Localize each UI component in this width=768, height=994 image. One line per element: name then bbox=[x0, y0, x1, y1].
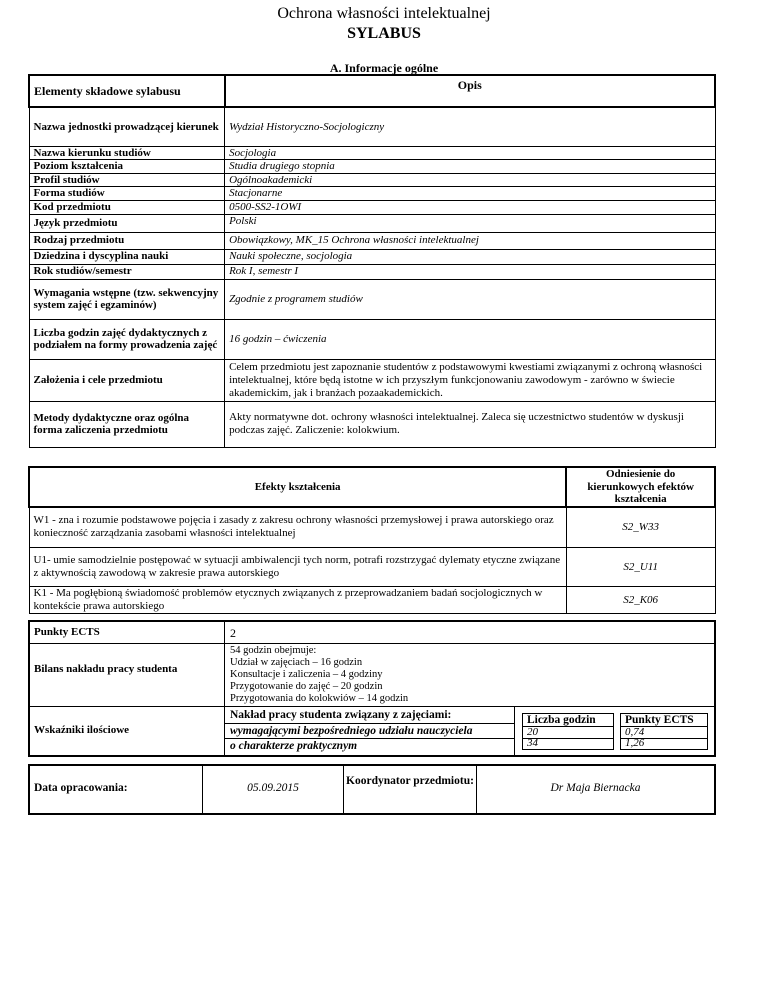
coordinator-label: Koordynator przedmiotu: bbox=[346, 775, 474, 787]
workload-row1: wymagającymi bezpośredniego udziału nauczyciela bbox=[230, 725, 473, 737]
info-value: Nauki społeczne, socjologia bbox=[225, 249, 715, 264]
effect-text: K1 - Ma pogłębioną świadomość problemów etycznych związanych z przeprowadzaniem badań socjologicznych w kontekście prawa autorskiego bbox=[29, 587, 566, 614]
info-label: Nazwa kierunku studiów bbox=[29, 146, 225, 160]
effect-ref: S2_W33 bbox=[566, 507, 715, 548]
ects-value: 1,26 bbox=[625, 737, 645, 749]
info-label: Profil studiów bbox=[29, 173, 225, 187]
effects-col-right: Odniesienie do kierunkowych efektów kształcenia bbox=[566, 467, 715, 507]
info-table bbox=[28, 74, 716, 448]
balance-line: Udział w zajęciach – 16 godzin bbox=[230, 657, 363, 668]
coordinator-value: Dr Maja Biernacka bbox=[550, 782, 641, 794]
effects-col-left: Efekty kształcenia bbox=[29, 467, 566, 507]
info-value: Zgodnie z programem studiów bbox=[225, 279, 715, 319]
info-value: 16 godzin – ćwiczenia bbox=[225, 319, 715, 359]
info-label: Rok studiów/semestr bbox=[29, 264, 225, 279]
balance-label: Bilans nakładu pracy studenta bbox=[34, 663, 178, 675]
workload-cell bbox=[225, 707, 514, 755]
info-value: Polski bbox=[225, 214, 715, 232]
ects-header: Punkty ECTS bbox=[625, 714, 694, 726]
info-value: Celem przedmiotu jest zapoznanie studentów z podstawowymi kwestiami związanymi z ochroną własności intelektualnej, które będą istotne w ich przyszłym funkcjonowaniu zawodowym - zarówno w świecie akademickim, jak i branżach pozaakademickich. bbox=[225, 359, 715, 401]
info-label: Liczba godzin zajęć dydaktycznych z podziałem na formy prowadzenia zajęć bbox=[29, 319, 225, 359]
effect-text: W1 - zna i rozumie podstawowe pojęcia i zasady z zakresu ochrony własności przemysłowej i prawa autorskiego oraz konieczność zarządzania zasobami własności intelektualnej bbox=[29, 507, 566, 548]
hours-value: 20 bbox=[527, 726, 538, 738]
ects-value: 0,74 bbox=[625, 726, 645, 738]
info-label: Metody dydaktyczne oraz ogólna forma zaliczenia przedmiotu bbox=[29, 401, 225, 447]
ects-table bbox=[28, 620, 716, 757]
info-col-right: Opis bbox=[225, 75, 715, 107]
info-label: Wymagania wstępne (tzw. sekwencyjny system zajęć i egzaminów) bbox=[29, 279, 225, 319]
hours-value: 34 bbox=[527, 737, 538, 749]
info-label: Kod przedmiotu bbox=[29, 200, 225, 214]
info-value: Socjologia bbox=[225, 146, 715, 160]
effect-text: U1- umie samodzielnie postępować w sytuacji ambiwalencji tych norm, potrafi rozstrzygać dylematy etyczne związane z aktywnością zawodową w zakresie prawa autorskiego bbox=[29, 548, 566, 587]
info-label: Rodzaj przedmiotu bbox=[29, 232, 225, 249]
document-title: Ochrona własności intelektualnej bbox=[277, 5, 491, 22]
workload-row2: o charakterze praktycznym bbox=[230, 740, 358, 752]
workload-title: Nakład pracy studenta związany z zajęciami: bbox=[230, 709, 452, 721]
ects-box bbox=[620, 713, 708, 750]
info-value: Obowiązkowy, MK_15 Ochrona własności intelektualnej bbox=[225, 232, 715, 249]
effect-ref: S2_K06 bbox=[566, 587, 715, 614]
info-value: Studia drugiego stopnia bbox=[225, 160, 715, 174]
section-heading: A. Informacje ogólne bbox=[329, 61, 439, 75]
info-value: Ogólnoakademicki bbox=[225, 173, 715, 187]
info-label: Forma studiów bbox=[29, 187, 225, 201]
document-subtitle: SYLABUS bbox=[347, 25, 421, 42]
info-value: Rok I, semestr I bbox=[225, 264, 715, 279]
date-value: 05.09.2015 bbox=[247, 782, 299, 794]
balance-line: 54 godzin obejmuje: bbox=[230, 645, 317, 656]
info-value: Wydział Historyczno-Socjologiczny bbox=[225, 107, 715, 146]
balance-line: Przygotowanie do zajęć – 20 godzin bbox=[230, 681, 383, 692]
balance-details bbox=[230, 645, 408, 705]
info-value: Stacjonarne bbox=[225, 187, 715, 201]
divider bbox=[30, 643, 714, 644]
date-label: Data opracowania: bbox=[34, 782, 128, 794]
ects-points-value: 2 bbox=[230, 626, 236, 640]
info-col-left: Elementy składowe sylabusu bbox=[29, 75, 225, 107]
info-value: Akty normatywne dot. ochrony własności intelektualnej. Zaleca się uczestnictwo studentów w dyskusji podczas zajęć. Zaliczenie: kolokwium. bbox=[225, 401, 715, 447]
footer-table bbox=[28, 764, 716, 815]
info-value: 0500-SS2-1OWI bbox=[225, 200, 715, 214]
info-label: Założenia i cele przedmiotu bbox=[29, 359, 225, 401]
divider bbox=[514, 707, 515, 755]
hours-header: Liczba godzin bbox=[527, 714, 596, 726]
info-label: Język przedmiotu bbox=[29, 214, 225, 232]
effect-ref: S2_U11 bbox=[566, 548, 715, 587]
balance-line: Przygotowania do kolokwiów – 14 godzin bbox=[230, 693, 409, 704]
effects-table bbox=[28, 466, 716, 614]
indicators-label: Wskaźniki ilościowe bbox=[34, 724, 130, 736]
info-label: Poziom kształcenia bbox=[29, 160, 225, 174]
hours-box bbox=[522, 713, 614, 750]
balance-line: Konsultacje i zaliczenia – 4 godziny bbox=[230, 669, 383, 680]
ects-points-label: Punkty ECTS bbox=[34, 626, 100, 638]
info-label: Dziedzina i dyscyplina nauki bbox=[29, 249, 225, 264]
info-label: Nazwa jednostki prowadzącej kierunek bbox=[29, 107, 225, 146]
